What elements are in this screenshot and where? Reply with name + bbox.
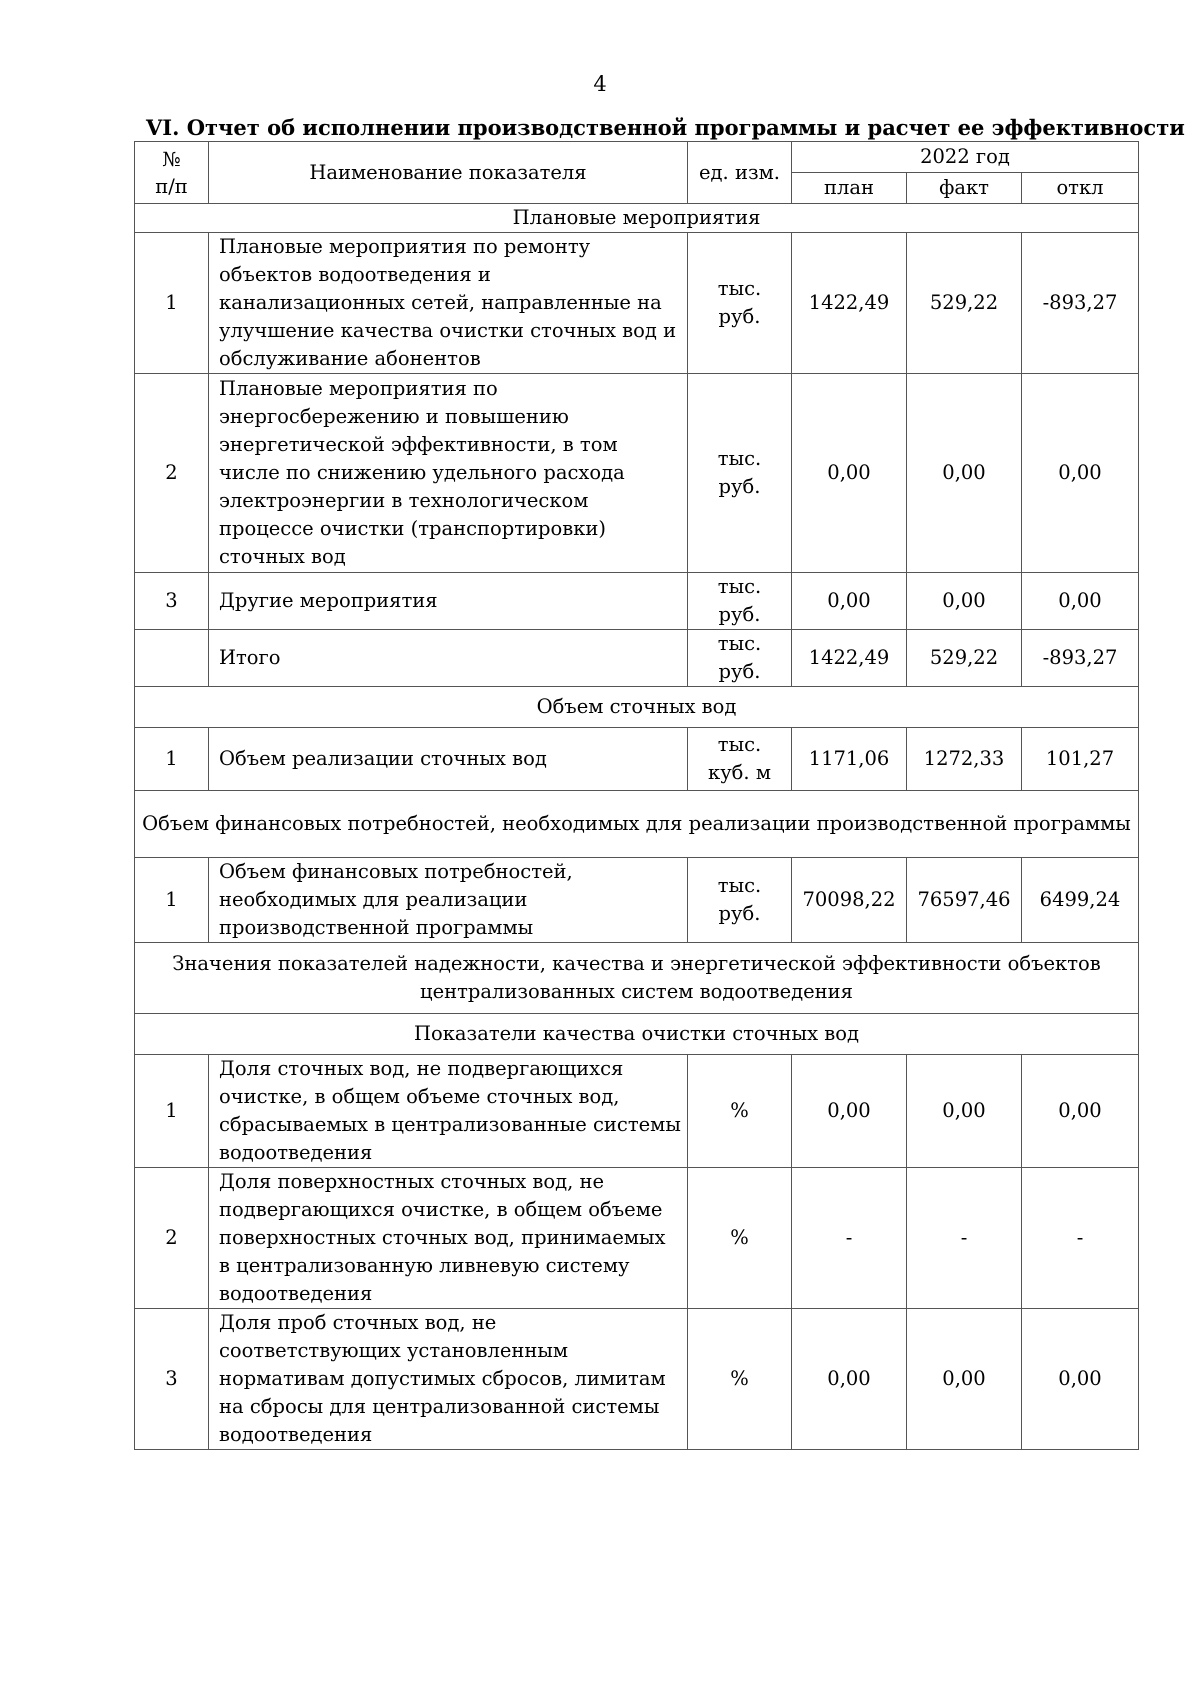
row-dev: - <box>1022 1168 1139 1309</box>
section-title-planned: Плановые мероприятия <box>135 204 1139 233</box>
row-fact: 529,22 <box>907 630 1022 687</box>
row-number: 3 <box>135 1309 209 1450</box>
row-fact: 0,00 <box>907 573 1022 630</box>
row-dev: -893,27 <box>1022 233 1139 374</box>
row-unit: % <box>688 1168 792 1309</box>
table-row <box>135 573 1139 630</box>
row-plan: 0,00 <box>792 1309 907 1450</box>
header-fact: факт <box>907 173 1022 204</box>
table-row <box>135 233 1139 374</box>
table-row <box>135 374 1139 573</box>
row-unit: тыс. руб. <box>688 630 792 687</box>
table-row <box>135 1168 1139 1309</box>
table-row <box>135 858 1139 943</box>
row-fact: 76597,46 <box>907 858 1022 943</box>
section-row-volume <box>135 687 1139 728</box>
header-dev: откл <box>1022 173 1139 204</box>
row-unit: тыс. руб. <box>688 573 792 630</box>
row-unit: тыс. руб. <box>688 374 792 573</box>
row-name: Другие мероприятия <box>209 573 688 630</box>
header-row-1 <box>135 142 1139 173</box>
header-unit: ед. изм. <box>688 142 792 204</box>
row-number <box>135 630 209 687</box>
row-name: Плановые мероприятия по энергосбережению и повышению энергетической эффективности, в том числе по снижению удельного расхода электроэнергии в технологическом процессе очистки (транспортировки) сточных вод <box>209 374 688 573</box>
section-row-quality <box>135 1014 1139 1055</box>
row-fact: - <box>907 1168 1022 1309</box>
row-fact: 0,00 <box>907 374 1022 573</box>
row-unit: тыс. руб. <box>688 858 792 943</box>
row-fact: 1272,33 <box>907 728 1022 791</box>
row-plan: 70098,22 <box>792 858 907 943</box>
table-row <box>135 630 1139 687</box>
row-plan: 0,00 <box>792 374 907 573</box>
row-fact: 0,00 <box>907 1309 1022 1450</box>
row-name: Итого <box>209 630 688 687</box>
row-name: Объем реализации сточных вод <box>209 728 688 791</box>
row-dev: -893,27 <box>1022 630 1139 687</box>
row-dev: 0,00 <box>1022 573 1139 630</box>
section-title-volume: Объем сточных вод <box>135 687 1139 728</box>
header-no: № п/п <box>135 142 209 204</box>
row-plan: - <box>792 1168 907 1309</box>
table-row <box>135 1055 1139 1168</box>
row-unit: % <box>688 1055 792 1168</box>
table-row <box>135 728 1139 791</box>
header-plan: план <box>792 173 907 204</box>
section-title: VI. Отчет об исполнении производственной программы и расчет ее эффективности <box>146 115 1185 140</box>
row-dev: 0,00 <box>1022 1055 1139 1168</box>
row-name: Объем финансовых потребностей, необходимых для реализации производственной программы <box>209 858 688 943</box>
row-name: Плановые мероприятия по ремонту объектов водоотведения и канализационных сетей, направленные на улучшение качества очистки сточных вод и обслуживание абонентов <box>209 233 688 374</box>
header-year: 2022 год <box>792 142 1139 173</box>
table-row <box>135 1309 1139 1450</box>
row-name: Доля сточных вод, не подвергающихся очистке, в общем объеме сточных вод, сбрасываемых в централизованные системы водоотведения <box>209 1055 688 1168</box>
row-fact: 529,22 <box>907 233 1022 374</box>
row-unit: тыс. куб. м <box>688 728 792 791</box>
row-number: 2 <box>135 1168 209 1309</box>
row-dev: 0,00 <box>1022 1309 1139 1450</box>
row-unit: % <box>688 1309 792 1450</box>
section-title-quality: Показатели качества очистки сточных вод <box>135 1014 1139 1055</box>
row-plan: 1422,49 <box>792 630 907 687</box>
row-name: Доля проб сточных вод, не соответствующих установленным нормативам допустимых сбросов, лимитам на сбросы для централизованной системы водоотведения <box>209 1309 688 1450</box>
row-number: 1 <box>135 728 209 791</box>
row-fact: 0,00 <box>907 1055 1022 1168</box>
section-row-finance <box>135 791 1139 858</box>
row-dev: 101,27 <box>1022 728 1139 791</box>
section-row-reliability <box>135 943 1139 1014</box>
section-title-finance: Объем финансовых потребностей, необходимых для реализации производственной программы <box>135 791 1139 858</box>
row-number: 1 <box>135 1055 209 1168</box>
row-plan: 0,00 <box>792 1055 907 1168</box>
row-plan: 1171,06 <box>792 728 907 791</box>
section-row-planned <box>135 204 1139 233</box>
row-dev: 6499,24 <box>1022 858 1139 943</box>
row-unit: тыс. руб. <box>688 233 792 374</box>
row-plan: 0,00 <box>792 573 907 630</box>
row-dev: 0,00 <box>1022 374 1139 573</box>
page-number: 4 <box>593 72 607 96</box>
row-plan: 1422,49 <box>792 233 907 374</box>
row-number: 1 <box>135 233 209 374</box>
row-number: 2 <box>135 374 209 573</box>
report-table <box>134 141 1139 1450</box>
row-number: 1 <box>135 858 209 943</box>
section-title-reliability: Значения показателей надежности, качества и энергетической эффективности объектов централизованных систем водоотведения <box>135 943 1139 1014</box>
report-table-body <box>135 142 1139 1450</box>
header-name: Наименование показателя <box>209 142 688 204</box>
row-number: 3 <box>135 573 209 630</box>
row-name: Доля поверхностных сточных вод, не подвергающихся очистке, в общем объеме поверхностных сточных вод, принимаемых в централизованную ливневую систему водоотведения <box>209 1168 688 1309</box>
